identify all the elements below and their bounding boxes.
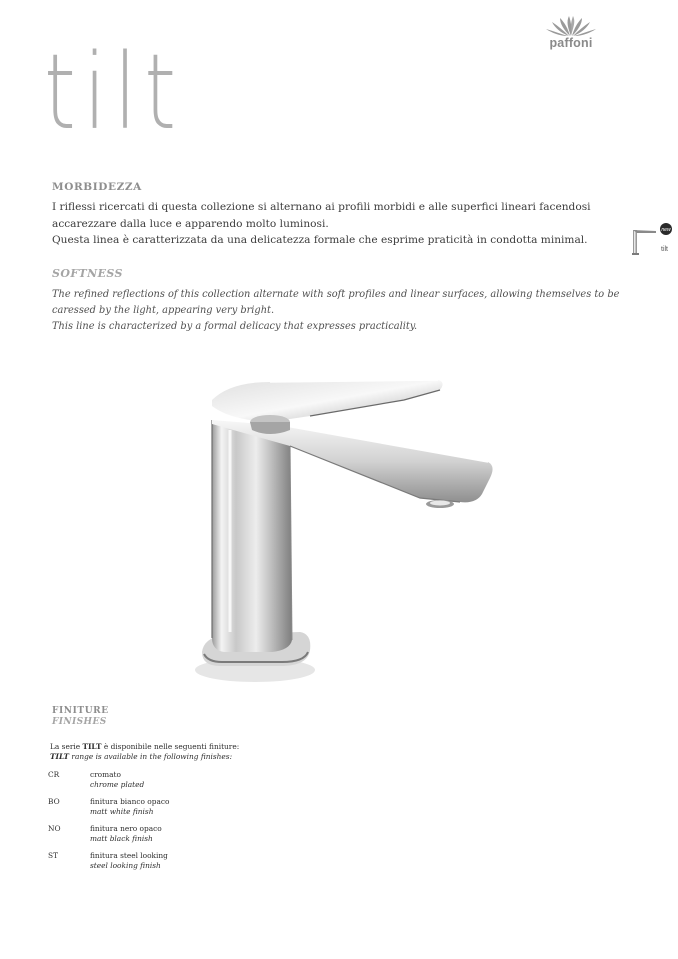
heading-finishes: FINISHES <box>52 717 107 727</box>
finishes-intro-it: La serie TILT è disponibile nelle seguenti finiture: <box>50 742 240 751</box>
paffoni-logo <box>540 14 602 54</box>
finish-name-en: steel looking finish <box>90 860 161 870</box>
paragraph-line: The refined reflections of this collection alternate with soft profiles and linear surfaces, allowing themselves to be <box>52 289 620 300</box>
finish-code: BO <box>48 797 60 806</box>
paragraph-line: I riflessi ricercati di questa collezione si alternano ai profili morbidi e alle superfici lineari facendosi <box>52 201 591 213</box>
finish-code: NO <box>48 824 61 833</box>
finish-name-en: chrome plated <box>90 779 145 789</box>
finishes-intro <box>50 742 370 761</box>
finish-item <box>48 770 348 792</box>
finish-name-it: finitura nero opaco <box>90 824 162 833</box>
finish-name-it: finitura steel looking <box>90 851 168 860</box>
collection-title: tilt <box>44 31 184 153</box>
finish-name-en: matt black finish <box>90 833 153 843</box>
heading-morbidezza: MORBIDEZZA <box>52 181 142 193</box>
finish-name-it: finitura bianco opaco <box>90 797 170 806</box>
paragraph-italian <box>52 199 612 249</box>
finish-code: ST <box>48 851 58 860</box>
new-badge: new <box>661 227 671 233</box>
paragraph-line: accarezzare dalla luce e apparendo molto luminosi. <box>52 217 329 230</box>
paragraph-line: This line is characterized by a formal delicacy that expresses practicality. <box>52 320 418 332</box>
logo-text: paffoni <box>549 36 593 50</box>
heading-finiture: FINITURE <box>52 706 109 716</box>
paragraph-line: Questa linea è caratterizzata da una delicatezza formale che esprime praticità in condotta minimal. <box>52 234 588 246</box>
paffoni-fan-icon <box>540 14 602 38</box>
paragraph-line: caressed by the light, appearing very bright. <box>52 304 275 316</box>
heading-softness: SOFTNESS <box>52 267 123 280</box>
product-thumbnail[interactable] <box>626 222 676 258</box>
finish-name-it: cromato <box>90 770 121 779</box>
paragraph-english <box>52 287 622 334</box>
finish-item <box>48 797 348 819</box>
finish-item <box>48 851 348 873</box>
faucet-thumbnail-icon <box>626 222 676 258</box>
thumbnail-label: tilt <box>661 246 668 253</box>
faucet-product-image <box>190 370 510 700</box>
finish-name-en: matt white finish <box>90 806 154 816</box>
faucet-illustration <box>190 370 510 700</box>
finish-item <box>48 824 348 846</box>
finishes-intro-en: TILT range is available in the following finishes: <box>50 751 233 761</box>
finish-code: CR <box>48 770 60 779</box>
